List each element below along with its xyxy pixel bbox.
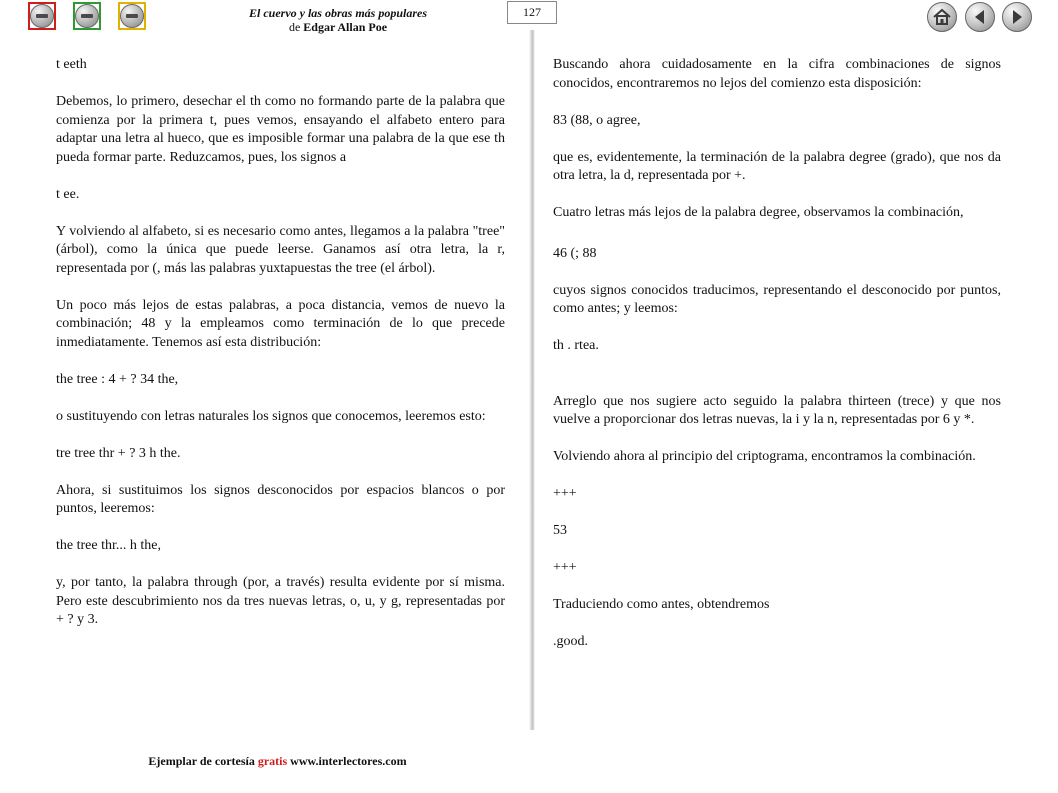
paragraph: Cuatro letras más lejos de la palabra degree, observamos la combinación, xyxy=(553,205,964,220)
paragraph: .good. xyxy=(553,634,588,649)
minus-circle-icon xyxy=(75,4,99,28)
paragraph: +++ xyxy=(553,560,577,575)
paragraph: Ahora, si sustituimos los signos desconocidos por espacios blancos o por puntos, leeremos: xyxy=(56,482,505,516)
footer-site-link[interactable]: www.interlectores.com xyxy=(290,754,407,768)
paragraph: y, por tanto, la palabra through (por, a través) resulta evidente por sí misma. Pero este descubrimiento nos da tres nuevas letras, o, u, y g, representadas por + ? y 3. xyxy=(56,575,505,627)
paragraph: que es, evidentemente, la terminación de la palabra degree (grado), que nos da otra letra, la d, representada por +. xyxy=(553,149,1001,183)
minus-circle-icon xyxy=(120,4,144,28)
book-spine xyxy=(529,30,535,730)
paragraph: t ee. xyxy=(56,186,80,202)
paragraph: t eeth xyxy=(56,57,87,72)
minus-circle-icon xyxy=(30,4,54,28)
footer-prefix: Ejemplar de cortesía xyxy=(148,754,255,768)
paragraph: the tree : 4 + ? 34 the, xyxy=(56,371,179,387)
book-header xyxy=(200,6,476,34)
paragraph: Buscando ahora cuidadosamente en la cifra combinaciones de signos conocidos, encontraremos no lejos del comienzo esta disposición: xyxy=(553,57,1001,91)
book-title: El cuervo y las obras más populares xyxy=(248,6,427,20)
arrow-right-icon xyxy=(1007,7,1027,27)
paragraph-gap xyxy=(553,374,1001,393)
left-page xyxy=(56,56,505,648)
home-icon xyxy=(932,7,952,27)
paragraph: 46 (; 88 xyxy=(553,245,597,261)
paragraph: 83 (88, o agree, xyxy=(553,112,641,128)
paragraph: 53 xyxy=(553,523,567,538)
close-button[interactable] xyxy=(28,2,56,30)
paragraph: tre tree thr + ? 3 h the. xyxy=(56,445,181,461)
paragraph: Volviendo ahora al principio del criptograma, encontramos la combinación. xyxy=(553,449,976,464)
paragraph: cuyos signos conocidos traducimos, representando el desconocido por puntos, como antes; y leemos: xyxy=(553,282,1001,316)
paragraph: Debemos, lo primero, desechar el th como no formando parte de la palabra que comienza por la primera t, pues vemos, ensayando el alfabeto entero para adaptar una letra al hueco, que es imposible formar una palabra de la que ese th pueda formar parte. Reduzcamos, pues, los signos a xyxy=(56,94,505,165)
footer-credit xyxy=(0,754,555,769)
paragraph: Traduciendo como antes, obtendremos xyxy=(553,597,770,612)
paragraph: the tree thr... h the, xyxy=(56,538,161,553)
maximize-button[interactable] xyxy=(118,2,146,30)
paragraph: o sustituyendo con letras naturales los signos que conocemos, leeremos esto: xyxy=(56,408,486,424)
paragraph: Un poco más lejos de estas palabras, a poca distancia, vemos de nuevo la combinación; 48 y la empleamos como terminación de lo que precede inmediatamente. Tenemos así esta distribución: xyxy=(56,297,505,350)
author-prefix: de xyxy=(288,20,301,34)
right-page xyxy=(553,56,1001,670)
page-number: 127 xyxy=(507,1,557,24)
paragraph: +++ xyxy=(553,486,577,501)
footer-free-word: gratis xyxy=(257,754,288,768)
author-name: Edgar Allan Poe xyxy=(303,20,388,34)
paragraph: Arreglo que nos sugiere acto seguido la palabra thirteen (trece) y que nos vuelve a proporcionar dos letras nuevas, la i y la n, representadas por 6 y *. xyxy=(553,393,1001,427)
arrow-left-icon xyxy=(970,7,990,27)
next-page-button[interactable] xyxy=(1002,2,1032,32)
paragraph: th . rtea. xyxy=(553,338,599,353)
paragraph: Y volviendo al alfabeto, si es necesario como antes, llegamos a la palabra "tree" (árbol), como la única que puede leerse. Ganamos así otra letra, la r, representada por (, más las palabras yuxtapuestas the tree (el árbol). xyxy=(56,223,505,276)
previous-page-button[interactable] xyxy=(965,2,995,32)
minimize-button[interactable] xyxy=(73,2,101,30)
home-button[interactable] xyxy=(927,2,957,32)
